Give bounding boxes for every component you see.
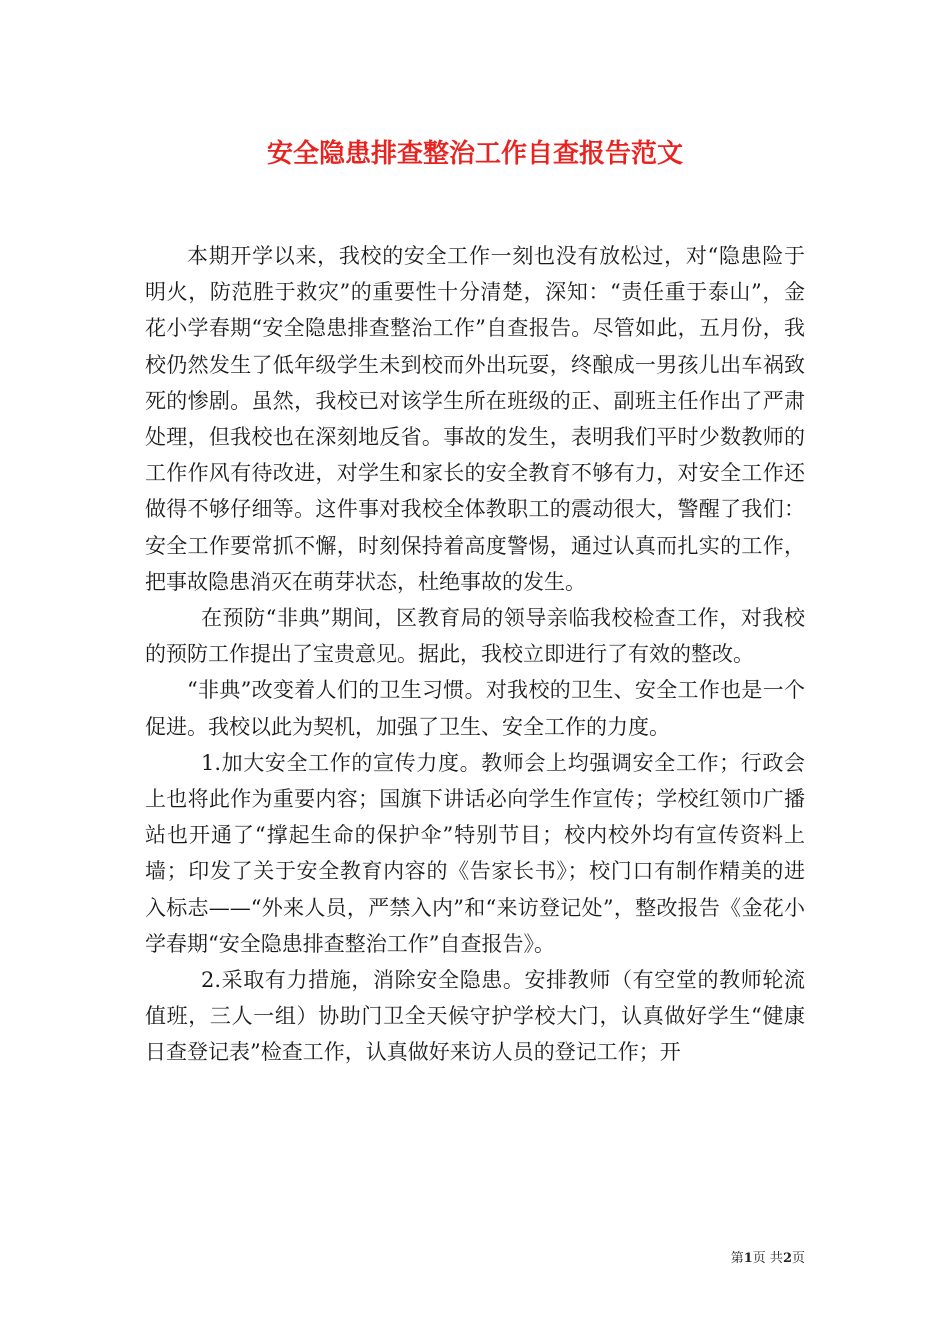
paragraph-item-2: 2.采取有力措施，消除安全隐患。安排教师（有空堂的教师轮流值班，三人一组）协助门卫全天候守护学校大门，认真做好学生“健康日查登记表”检查工作，认真做好来访人员的登记工作；开 (145, 968, 805, 1065)
document-title: 安全隐患排查整治工作自查报告范文 (266, 139, 683, 169)
paragraph-sars-inspection: 在预防“非典”期间，区教育局的领导亲临我校检查工作，对我校的预防工作提出了宝贵意见。据此，我校立即进行了有效的整改。 (145, 606, 805, 667)
footer-suffix: 页 (791, 1251, 805, 1266)
page-footer (731, 1247, 805, 1266)
footer-prefix: 第 (730, 1251, 744, 1266)
paragraph-intro: 本期开学以来，我校的安全工作一刻也没有放松过，对“隐患险于明火，防范胜于救灾”的重要性十分清楚，深知：“责任重于泰山”，金花小学春期“安全隐患排查整治工作”自查报告。尽管如此，五月份，我校仍然发生了低年级学生未到校而外出玩耍，终酿成一男孩儿出车祸致死的惨剧。虽然，我校已对该学生所在班级的正、副班主任作出了严肃处理，但我校也在深刻地反省。事故的发生，表明我们平时少数教师的工作作风有待改进，对学生和家长的安全教育不够有力，对安全工作还做得不够仔细等。这件事对我校全体教职工的震动很大，警醒了我们：安全工作要常抓不懈，时刻保持着高度警惕，通过认真而扎实的工作，把事故隐患消灭在萌芽状态，杜绝事故的发生。 (145, 244, 805, 594)
footer-total-pages: 2 (782, 1251, 792, 1266)
document-body (145, 238, 805, 1071)
paragraph-item-1: 1.加大安全工作的宣传力度。教师会上均强调安全工作；行政会上也将此作为重要内容；国旗下讲话必向学生作宣传；学校红领巾广播站也开通了“撑起生命的保护伞”特别节目；校内校外均有宣传资料上墙；印发了关于安全教育内容的《告家长书》；校门口有制作精美的进入标志——“外来人员，严禁入内”和“来访登记处”，整改报告《金花小学春期“安全隐患排查整治工作”自查报告》。 (145, 750, 805, 956)
footer-middle: 页 共 (752, 1251, 783, 1266)
footer-page-number: 1 (743, 1251, 753, 1266)
paragraph-sars-habits: “非典”改变着人们的卫生习惯。对我校的卫生、安全工作也是一个促进。我校以此为契机，加强了卫生、安全工作的力度。 (145, 678, 805, 739)
